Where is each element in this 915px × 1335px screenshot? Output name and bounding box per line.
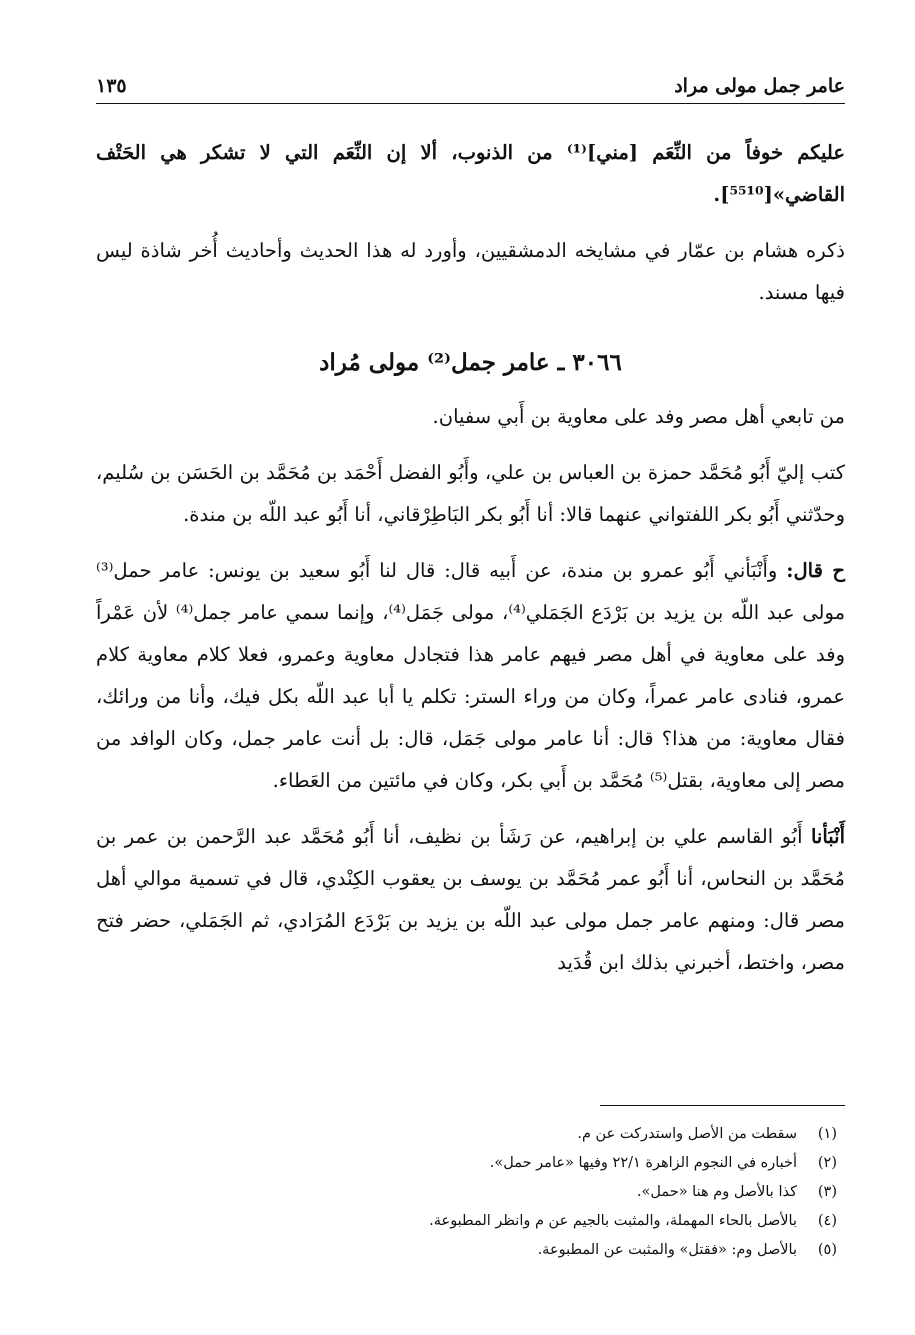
paragraph-chain-2 <box>96 816 845 984</box>
footnote-number: (٣) <box>817 1184 837 1200</box>
narration-lead: ح قال: <box>786 559 845 582</box>
footnote-text: كذا بالأصل وم هنا «حمل». <box>636 1184 797 1200</box>
paragraph-intro: من تابعي أهل مصر وفد على معاوية بن أَبي سفيان. <box>432 405 845 428</box>
footnotes <box>96 1120 837 1265</box>
running-title: عامر جمل مولى مراد <box>674 75 845 97</box>
running-header <box>96 64 845 104</box>
chain-text: أَبُو القاسم علي بن إبراهيم، عن رَشَأ بن نظيف، أنا أَبُو مُحَمَّد عبد الرَّحمن بن عمر بن مُحَمَّد بن النحاس، أنا أَبُو عمر مُحَمَّد بن يوسف بن يعقوب الكِنْدي، قال في تسمية موالي أهل مصر قال: ومنهم عامر جمل مولى عبد اللّه بن يزيد بن بَرْدَع المُرَادي، ثم الجَمَلي، حضر فتح مصر، واختط، أخبرني بذلك ابن قُدَيد <box>96 825 845 974</box>
footnote-item <box>96 1178 837 1207</box>
footnote-number: (٥) <box>817 1242 837 1258</box>
entry-heading: ٣٠٦٦ ـ عامر جمل⁽²⁾ مولى مُراد <box>319 349 622 376</box>
paragraph-commentary: ذكره هشام بن عمّار في مشايخه الدمشقيين، وأورد له هذا الحديث وأحاديث أُخر شاذة ليس فيها مسند. <box>96 239 845 304</box>
footnote-number: (٢) <box>817 1155 837 1171</box>
footnote-number: (٤) <box>817 1213 837 1229</box>
footnote-number: (١) <box>817 1126 837 1142</box>
footnote-item <box>96 1120 837 1149</box>
page-number: ١٣٥ <box>96 75 127 97</box>
footnote-divider <box>600 1105 845 1106</box>
footnote-item <box>96 1149 837 1178</box>
footnote-item <box>96 1207 837 1236</box>
footnote-text: بالأصل بالحاء المهملة، والمثبت بالجيم عن م وانظر المطبوعة. <box>429 1213 797 1229</box>
chain-lead: أَنْبَأنا <box>810 825 846 848</box>
footnote-item <box>96 1236 837 1265</box>
paragraph-narration <box>96 550 845 802</box>
footnote-text: بالأصل وم: «فقتل» والمثبت عن المطبوعة. <box>537 1242 797 1258</box>
narration-text: وأَنْبَأني أَبُو عمرو بن مندة، عن أَبيه قال: قال لنا أَبُو سعيد بن يونس: عامر حمل⁽³⁾ مولى عبد اللّه بن يزيد بن بَرْدَع الجَمَلي⁽⁴⁾، مولى جَمَل⁽⁴⁾، وإنما سمي عامر جمل⁽⁴⁾ لأن عَمْراً وفد على معاوية في أهل مصر فيهم عامر هذا فتجادل معاوية وعمرو، فعلا كلام معاوية كلام عمرو، فنادى عامر عمراً، وكان من وراء الستر: تكلم يا أبا عبد اللّه بكل فيك، وأنا من ورائك، فقال معاوية: من هذا؟ قال: أنا عامر مولى جَمَل، قال: بل أنت عامر جمل، وكان الوافد من مصر إلى معاوية، بقتل⁽⁵⁾ مُحَمَّد بن أَبي بكر، وكان في مائتين من العَطاء. <box>96 559 846 792</box>
paragraph-hadith-end: عليكم خوفاً من النِّعَم [مني]⁽¹⁾ من الذنوب، ألا إن النِّعَم التي لا تشكر هي الحَتْف القاضي»[⁵⁵¹⁰]. <box>96 141 845 206</box>
main-text <box>96 132 845 998</box>
footnote-text: سقطت من الأصل واستدركت عن م. <box>577 1126 797 1142</box>
paragraph-chain-1: كتب إليّ أَبُو مُحَمَّد حمزة بن العباس بن علي، وأَبُو الفضل أَحْمَد بن مُحَمَّد بن الحَسَن بن سُليم، وحدّثني أَبُو بكر اللفتواني عنهما قالا: أنا أَبُو بكر البَاطِرْقاني، أنا أَبُو عبد اللّه بن مندة. <box>96 461 845 526</box>
footnote-text: أخباره في النجوم الزاهرة ٢٢/١ وفيها «عامر حمل». <box>489 1155 797 1171</box>
